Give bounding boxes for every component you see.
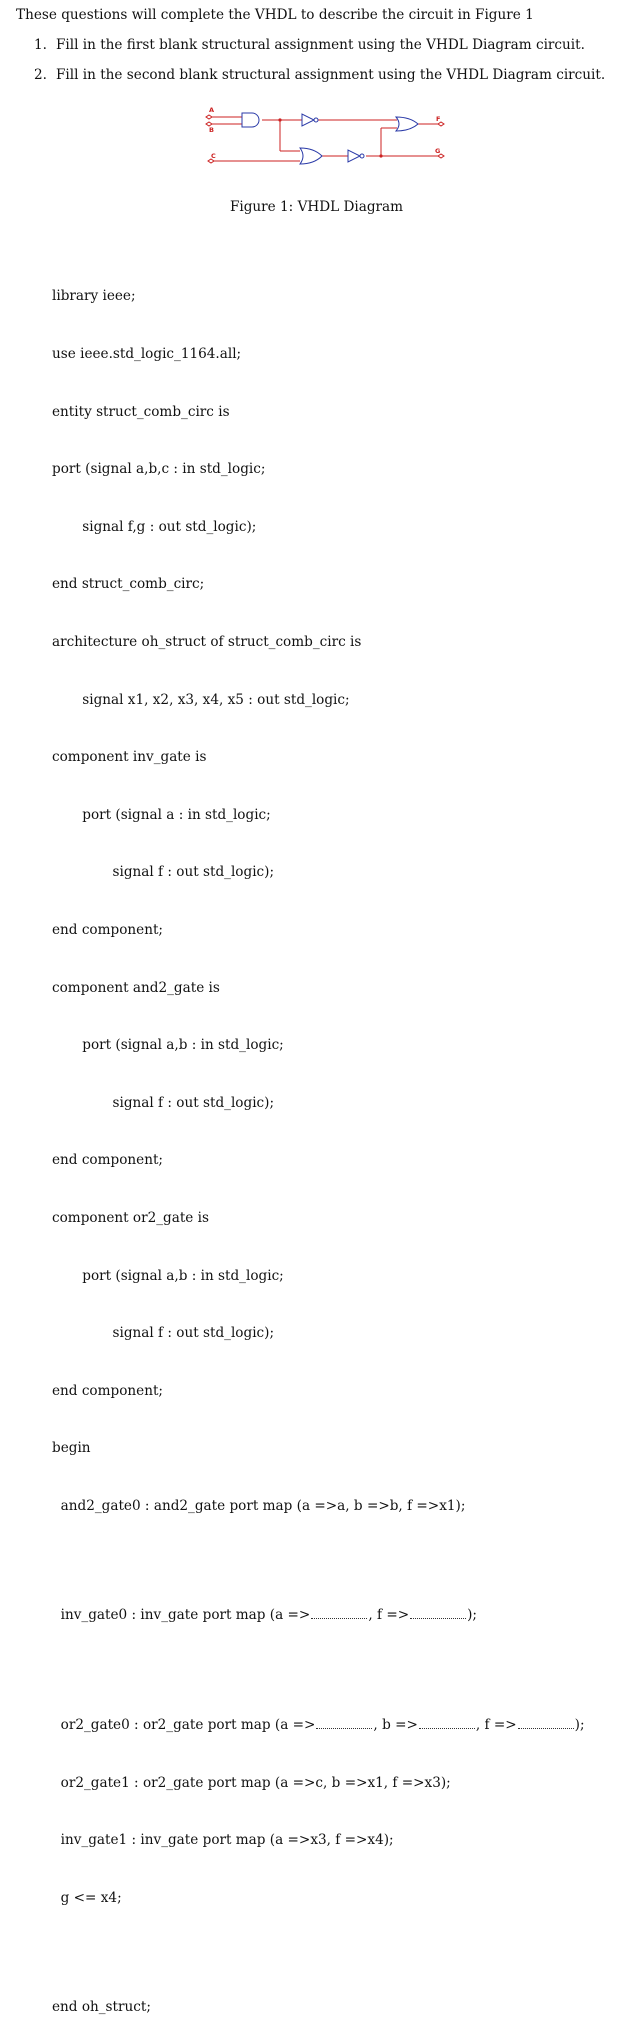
junction-dot — [379, 154, 382, 157]
code-line: entity struct_comb_circ is — [52, 403, 230, 420]
code-line: signal f : out std_logic); — [52, 864, 275, 881]
code-fragment: , f => — [368, 1607, 410, 1624]
input-a-marker — [206, 115, 212, 119]
code-line: architecture oh_struct of struct_comb_circ is — [52, 633, 362, 650]
code-line: signal f : out std_logic); — [52, 1094, 275, 1111]
code-line: begin — [52, 1440, 91, 1457]
inverter-bubble — [360, 154, 364, 158]
label-a: A — [209, 106, 215, 114]
label-b: B — [209, 126, 214, 134]
code-line: end component; — [52, 921, 163, 938]
blank-or0-b[interactable] — [419, 1727, 475, 1729]
blank-inv0-a[interactable] — [311, 1617, 367, 1619]
code-line: or2_gate1 : or2_gate port map (a =>c, b =>x1, f =>x3); — [52, 1774, 451, 1791]
blank-inv0-f[interactable] — [410, 1617, 466, 1619]
figure-caption: Figure 1: VHDL Diagram — [229, 199, 404, 215]
code-fragment: or2_gate0 : or2_gate port map (a => — [52, 1717, 316, 1734]
code-line: component inv_gate is — [52, 749, 207, 766]
label-c: C — [211, 152, 216, 160]
question-1 — [34, 36, 585, 55]
intro-text: These questions will complete the VHDL to describe the circuit in Figure 1 — [16, 7, 534, 23]
inverter-bubble — [314, 118, 318, 122]
code-line: component or2_gate is — [52, 1209, 209, 1226]
inverter-gate-icon — [302, 114, 314, 126]
or-gate-icon — [396, 117, 418, 131]
code-line: inv_gate1 : inv_gate port map (a =>x3, f =>x4); — [52, 1832, 394, 1849]
code-spacer — [52, 1946, 585, 1960]
code-line: and2_gate0 : and2_gate port map (a =>a, b =>b, f =>x1); — [52, 1497, 466, 1514]
code-line: use ieee.std_logic_1164.all; — [52, 346, 242, 362]
circuit-diagram — [200, 104, 460, 176]
code-line: signal f,g : out std_logic); — [52, 518, 257, 535]
code-spacer — [52, 1664, 585, 1678]
code-line: library ieee; — [52, 288, 136, 305]
question-2 — [34, 66, 605, 85]
code-line: port (signal a,b : in std_logic; — [52, 1267, 284, 1284]
code-fragment: , b => — [373, 1717, 418, 1734]
code-fragment: ); — [574, 1717, 585, 1734]
code-line: port (signal a,b,c : in std_logic; — [52, 461, 266, 478]
label-f: F — [436, 115, 441, 123]
code-fragment: ); — [467, 1607, 477, 1624]
code-line: end struct_comb_circ; — [52, 576, 205, 593]
code-line: component and2_gate is — [52, 979, 220, 996]
label-g: G — [435, 147, 441, 155]
junction-dot — [278, 118, 281, 121]
code-line: end component; — [52, 1152, 163, 1169]
and-gate-icon — [242, 113, 259, 127]
blank-or0-f[interactable] — [518, 1727, 574, 1729]
code-line: port (signal a,b : in std_logic; — [52, 1037, 284, 1054]
inverter-gate-icon — [348, 150, 360, 162]
blank-or0-a[interactable] — [316, 1727, 372, 1729]
question-text: Fill in the second blank structural assignment using the VHDL Diagram circuit. — [56, 67, 606, 83]
code-line: g <= x4; — [52, 1889, 122, 1906]
question-number: 1. — [34, 37, 47, 53]
code-line: signal f : out std_logic); — [52, 1325, 275, 1342]
or2-gate0-line — [52, 1716, 585, 1735]
code-line: port (signal a : in std_logic; — [52, 806, 271, 823]
code-fragment: , f => — [475, 1717, 517, 1734]
question-number: 2. — [34, 67, 47, 83]
inv-gate0-line — [52, 1606, 585, 1625]
code-fragment: inv_gate0 : inv_gate port map (a => — [52, 1607, 311, 1624]
code-line: end oh_struct; — [52, 1999, 151, 2016]
code-spacer — [52, 1554, 585, 1568]
code-line: signal x1, x2, x3, x4, x5 : out std_logic; — [52, 691, 350, 708]
code-line: end component; — [52, 1382, 163, 1399]
vhdl-code-listing — [52, 249, 585, 2037]
or-gate-icon — [300, 148, 322, 164]
question-text: Fill in the first blank structural assignment using the VHDL Diagram circuit. — [56, 37, 585, 53]
